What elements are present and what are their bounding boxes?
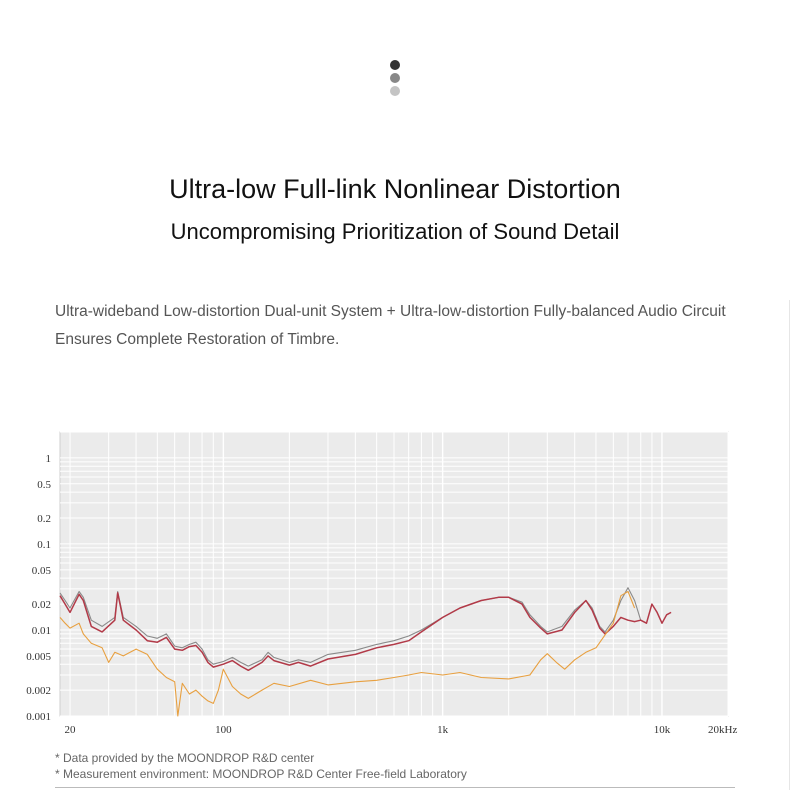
- y-tick-label: 0.2: [37, 513, 51, 526]
- y-tick-label: 0.5: [37, 478, 51, 491]
- x-tick-label: 10k: [653, 724, 671, 736]
- pagination-dots[interactable]: [389, 60, 401, 99]
- page-title: Ultra-low Full-link Nonlinear Distortion: [169, 174, 621, 204]
- pagination-dot[interactable]: [390, 73, 400, 83]
- pagination-dot[interactable]: [390, 86, 400, 96]
- y-tick-label: 0.1: [37, 538, 51, 551]
- pagination-dot[interactable]: [390, 60, 400, 70]
- y-tick-label: 1: [45, 452, 51, 465]
- y-tick-label: 0.001: [26, 711, 51, 723]
- y-tick-label: 0.05: [31, 564, 51, 577]
- measurement-environment-note: * Measurement environment: MOONDROP R&D Center Free-field Laboratory: [55, 767, 467, 781]
- y-tick-label: 0.002: [26, 685, 51, 698]
- data-source-note: * Data provided by the MOONDROP R&D center: [55, 751, 315, 765]
- x-tick-label: 1k: [437, 724, 449, 736]
- x-tick-label: 20: [64, 724, 76, 736]
- x-tick-label: 20kHz: [708, 724, 738, 736]
- page-subtitle: Uncompromising Prioritization of Sound Detail: [170, 219, 620, 244]
- x-tick-label: 100: [215, 724, 232, 736]
- distortion-chart: [0, 420, 790, 745]
- feature-description: Ultra-wideband Low-distortion Dual-unit System + Ultra-low-distortion Fully-balanced Audio Circuit Ensures Complete Restoration of Timbre.: [55, 303, 726, 348]
- y-tick-labels: [26, 453, 51, 723]
- y-tick-label: 0.02: [31, 599, 51, 612]
- divider: [55, 787, 735, 788]
- y-tick-label: 0.01: [31, 624, 51, 637]
- y-tick-label: 0.005: [26, 650, 51, 663]
- x-tick-labels: [65, 724, 738, 736]
